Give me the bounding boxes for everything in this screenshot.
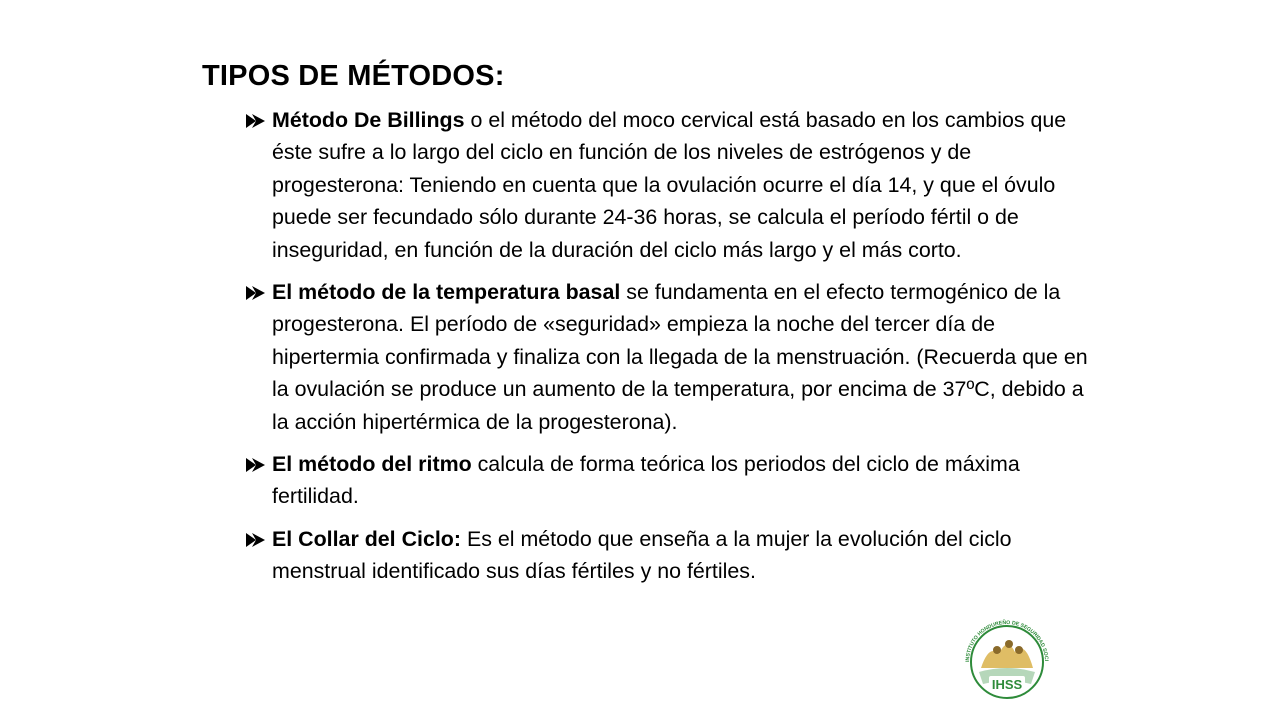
slide-title: TIPOS DE MÉTODOS: (202, 60, 505, 92)
item-text: calcula de forma teórica los periodos del ciclo de máxima fertilidad. (272, 452, 1020, 509)
ihss-logo (953, 610, 1061, 700)
arrow-bullet-icon (245, 113, 266, 129)
item-text: o el método del moco cervical está basado en los cambios que éste sufre a lo largo del ciclo en función de los niveles de estrógenos y de progesterona: Teniendo en cuenta que la ovulación ocurre el día 14, y que el óvulo puede ser fecundado sólo durante 24-36 horas, se calcula el período fértil o de inseguridad, en función de la duración del ciclo más largo y el más corto. (272, 108, 1067, 262)
logo-text: IHSS (991, 677, 1023, 692)
list-item (245, 448, 1095, 513)
list-item (245, 276, 1095, 438)
item-text: Es el método que enseña a la mujer la evolución del ciclo menstrual identificado sus días fértiles y no fértiles. (272, 526, 1012, 584)
list-item (245, 104, 1095, 266)
list-item (245, 523, 1095, 588)
logo-arc-text: INSTITUTO HONDUREÑO DE SEGURIDAD SOCI (964, 619, 1049, 663)
arrow-bullet-icon (245, 532, 266, 548)
item-lead: El método de la temperatura basal (272, 280, 621, 305)
arrow-bullet-icon (245, 457, 266, 473)
methods-list (245, 104, 1095, 598)
item-lead: El método del ritmo (272, 452, 472, 477)
item-lead: Método De Billings (272, 108, 465, 132)
arrow-bullet-icon (245, 285, 266, 301)
item-lead: El Collar del Ciclo: (272, 526, 461, 551)
item-text: se fundamenta en el efecto termogénico de la progesterona. El período de «seguridad» empieza la noche del tercer día de hipertermia confirmada y finaliza con la llegada de la menstruación. (Recuerda que en la ovulación se produce un aumento de la temperatura, por encima de 37ºC, debido a la acción hipertérmica de la progesterona). (272, 280, 1088, 434)
